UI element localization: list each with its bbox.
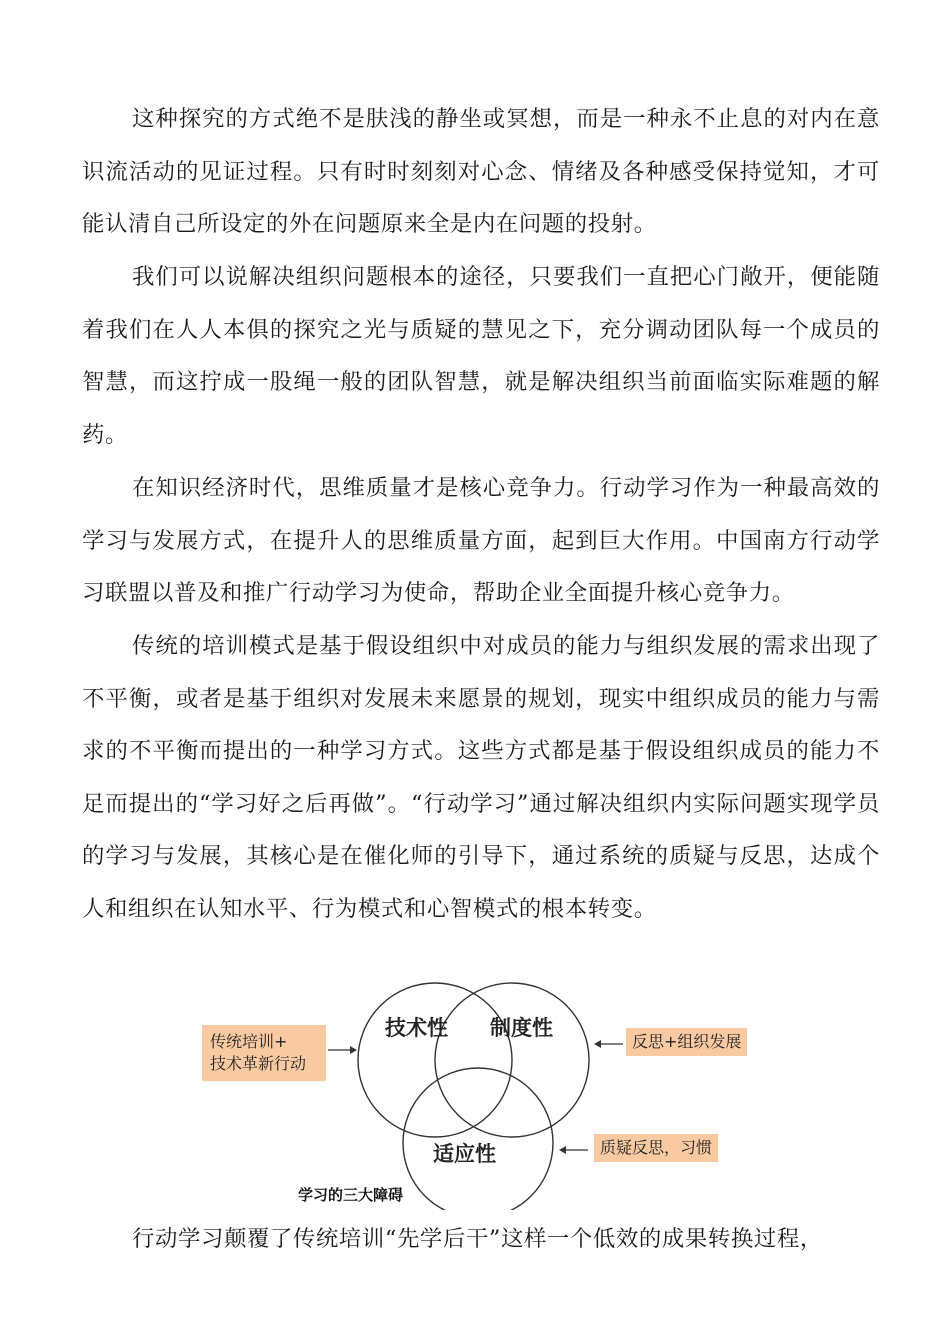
box-left-line2: 技术革新行动 xyxy=(210,1054,307,1073)
label-technical: 技术性 xyxy=(385,1016,448,1040)
arrow-left-to-technical xyxy=(328,1046,357,1054)
label-adaptive: 适应性 xyxy=(433,1142,496,1166)
paragraph-2: 我们可以说解决组织问题根本的途径，只要我们一直把心门敞开，便能随着我们在人人本俱的探究之光与质疑的慧见之下，充分调动团队每一个成员的智慧，而这拧成一股绳一般的团队智慧，就是解决组织当前面临实际难题的解药。 xyxy=(82,264,880,448)
box-left-line1: 传统培训+ xyxy=(210,1032,288,1051)
three-barriers-diagram xyxy=(190,980,790,1210)
arrow-right-to-adaptive xyxy=(559,1146,588,1154)
figure-caption: 学习的三大障碍 xyxy=(298,1186,404,1204)
questioning-habit-box: 质疑反思，习惯 xyxy=(594,1134,718,1162)
paragraph-3: 在知识经济时代，思维质量才是核心竞争力。行动学习作为一种最高效的学习与发展方式，在提升人的思维质量方面，起到巨大作用。中国南方行动学习联盟以普及和推广行动学习为使命，帮助企业全面提升核心竞争力。 xyxy=(82,475,880,606)
paragraph-5: 行动学习颠覆了传统培训“先学后干”这样一个低效的成果转换过程， xyxy=(132,1226,823,1252)
paragraph-1: 这种探究的方式绝不是肤浅的静坐或冥想，而是一种永不止息的对内在意识流活动的见证过程。只有时时刻刻对心念、情绪及各种感受保持觉知，才可能认清自己所设定的外在问题原来全是内在问题的投射。 xyxy=(82,106,880,237)
traditional-training-box xyxy=(202,1025,326,1081)
arrow-right-to-institutional xyxy=(594,1040,623,1048)
reflection-org-development-box: 反思+组织发展 xyxy=(626,1028,747,1056)
label-institutional: 制度性 xyxy=(490,1016,553,1040)
paragraph-4: 传统的培训模式是基于假设组织中对成员的能力与组织发展的需求出现了不平衡，或者是基于组织对发展未来愿景的规划，现实中组织成员的能力与需求的不平衡而提出的一种学习方式。这些方式都是基于假设组织成员的能力不足而提出的“学习好之后再做”。“行动学习”通过解决组织内实际问题实现学员的学习与发展，其核心是在催化师的引导下，通过系统的质疑与反思，达成个人和组织在认知水平、行为模式和心智模式的根本转变。 xyxy=(82,633,880,922)
